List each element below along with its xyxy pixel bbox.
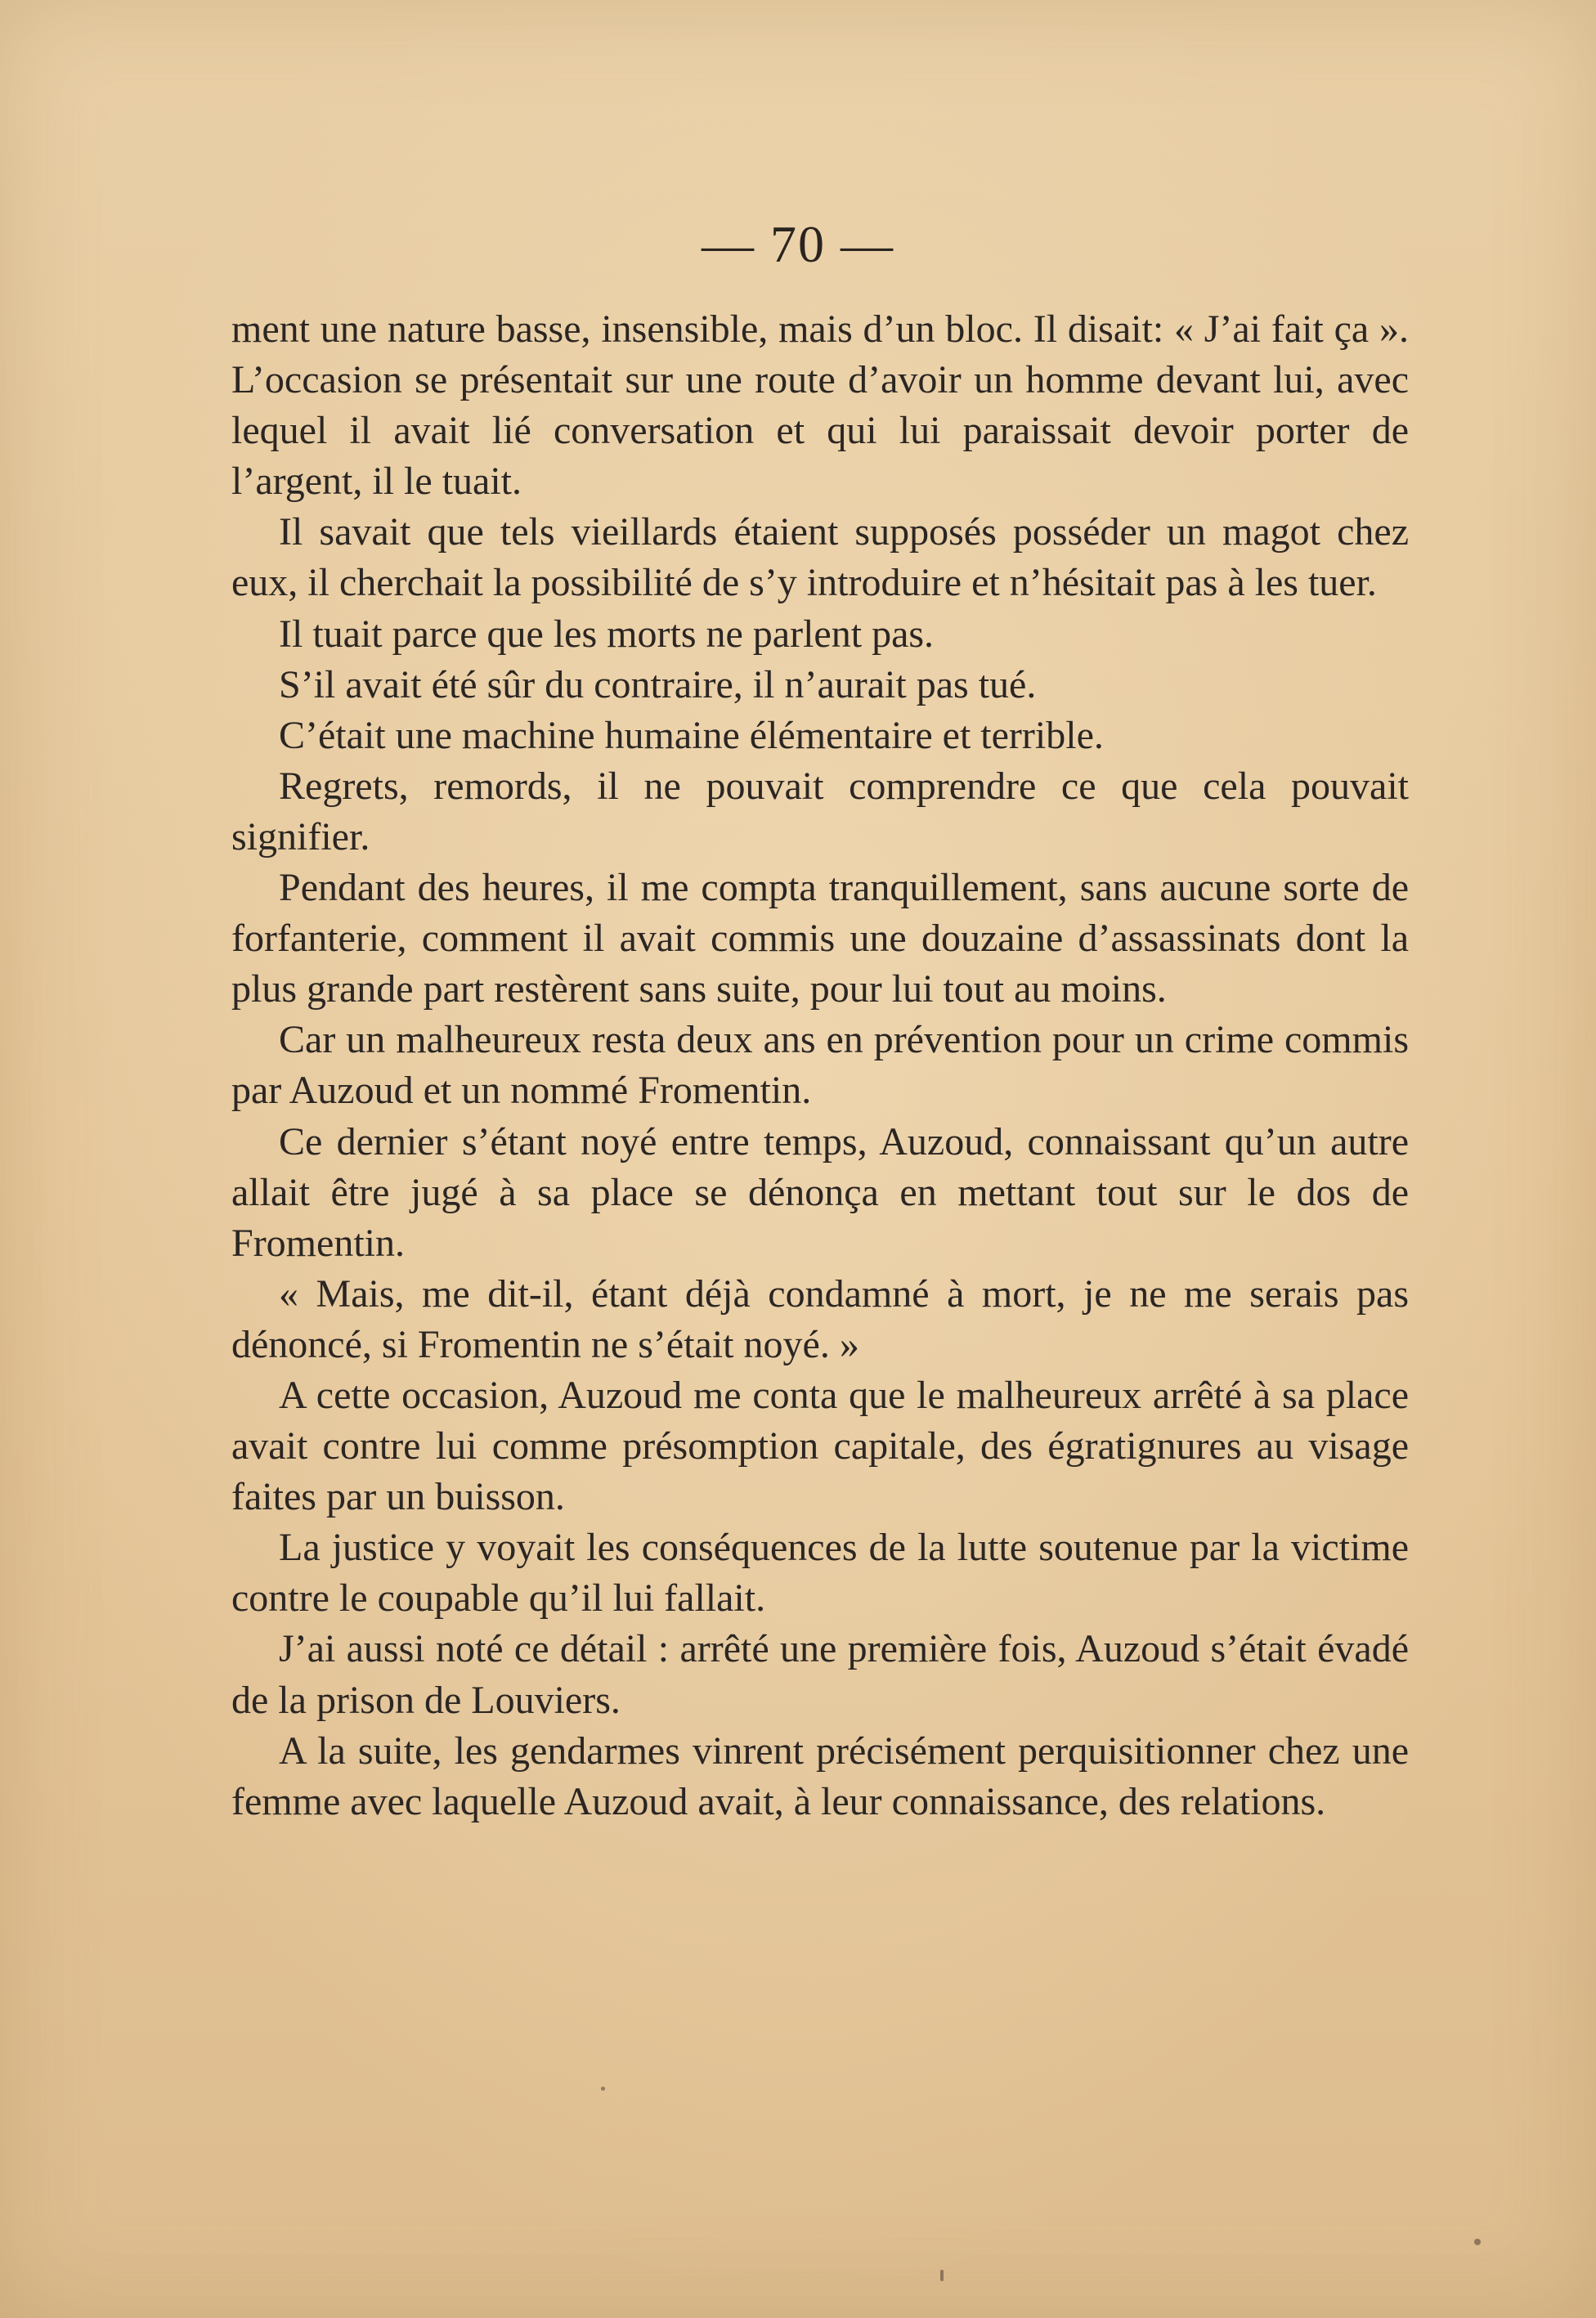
paragraph: ment une nature basse, insensible, mais d’un bloc. Il disait: « J’ai fait ça ». L’occasion se présentait sur une route d’avoir un homme devant lui, avec lequel il avait lié conversation et qui lui paraissait devoir porter de l’argent, il le tuait.	[231, 307, 1409, 504]
page-number: — 70 —	[702, 215, 894, 273]
paragraph: A la suite, les gendarmes vinrent précisément perquisitionner chez une femme avec laquelle Auzoud avait, à leur connaissance, des relations.	[231, 1728, 1409, 1823]
paragraph: Regrets, remords, il ne pouvait comprendre ce que cela pouvait signifier.	[231, 764, 1409, 859]
paragraph: Car un malheureux resta deux ans en prévention pour un crime commis par Auzoud et un nommé Fromentin.	[231, 1018, 1409, 1113]
paper-speck	[601, 2087, 605, 2091]
paper-speck	[1474, 2239, 1481, 2245]
paragraph: S’il avait été sûr du contraire, il n’aurait pas tué.	[279, 662, 1037, 706]
paragraph: Ce dernier s’étant noyé entre temps, Auzoud, connaissant qu’un autre allait être jugé à sa place se dénonça en mettant tout sur le dos de Fromentin.	[231, 1119, 1409, 1265]
paragraph: C’était une machine humaine élémentaire et terrible.	[279, 713, 1104, 757]
paper-speck	[940, 2270, 944, 2281]
paragraph: Il tuait parce que les morts ne parlent pas.	[279, 612, 935, 656]
paragraph: J’ai aussi noté ce détail : arrêté une première fois, Auzoud s’était évadé de la prison de Louviers.	[231, 1627, 1409, 1722]
body-text	[231, 304, 1409, 1827]
paragraph: La justice y voyait les conséquences de la lutte soutenue par la victime contre le coupable qu’il lui fallait.	[231, 1526, 1409, 1621]
paragraph: A cette occasion, Auzoud me conta que le malheureux arrêté à sa place avait contre lui comme présomption capitale, des égratignures au visage faites par un buisson.	[231, 1373, 1409, 1519]
paragraph: Il savait que tels vieillards étaient supposés posséder un magot chez eux, il cherchait la possibilité de s’y introduire et n’hésitait pas à les tuer.	[231, 510, 1409, 605]
paragraph: « Mais, me dit-il, étant déjà condamné à mort, je ne me serais pas dénoncé, si Fromentin ne s’était noyé. »	[231, 1271, 1409, 1366]
paragraph: Pendant des heures, il me compta tranquillement, sans aucune sorte de forfanterie, comment il avait commis une douzaine d’assassinats dont la plus grande part restèrent sans suite, pour lui tout au moins.	[231, 866, 1409, 1011]
